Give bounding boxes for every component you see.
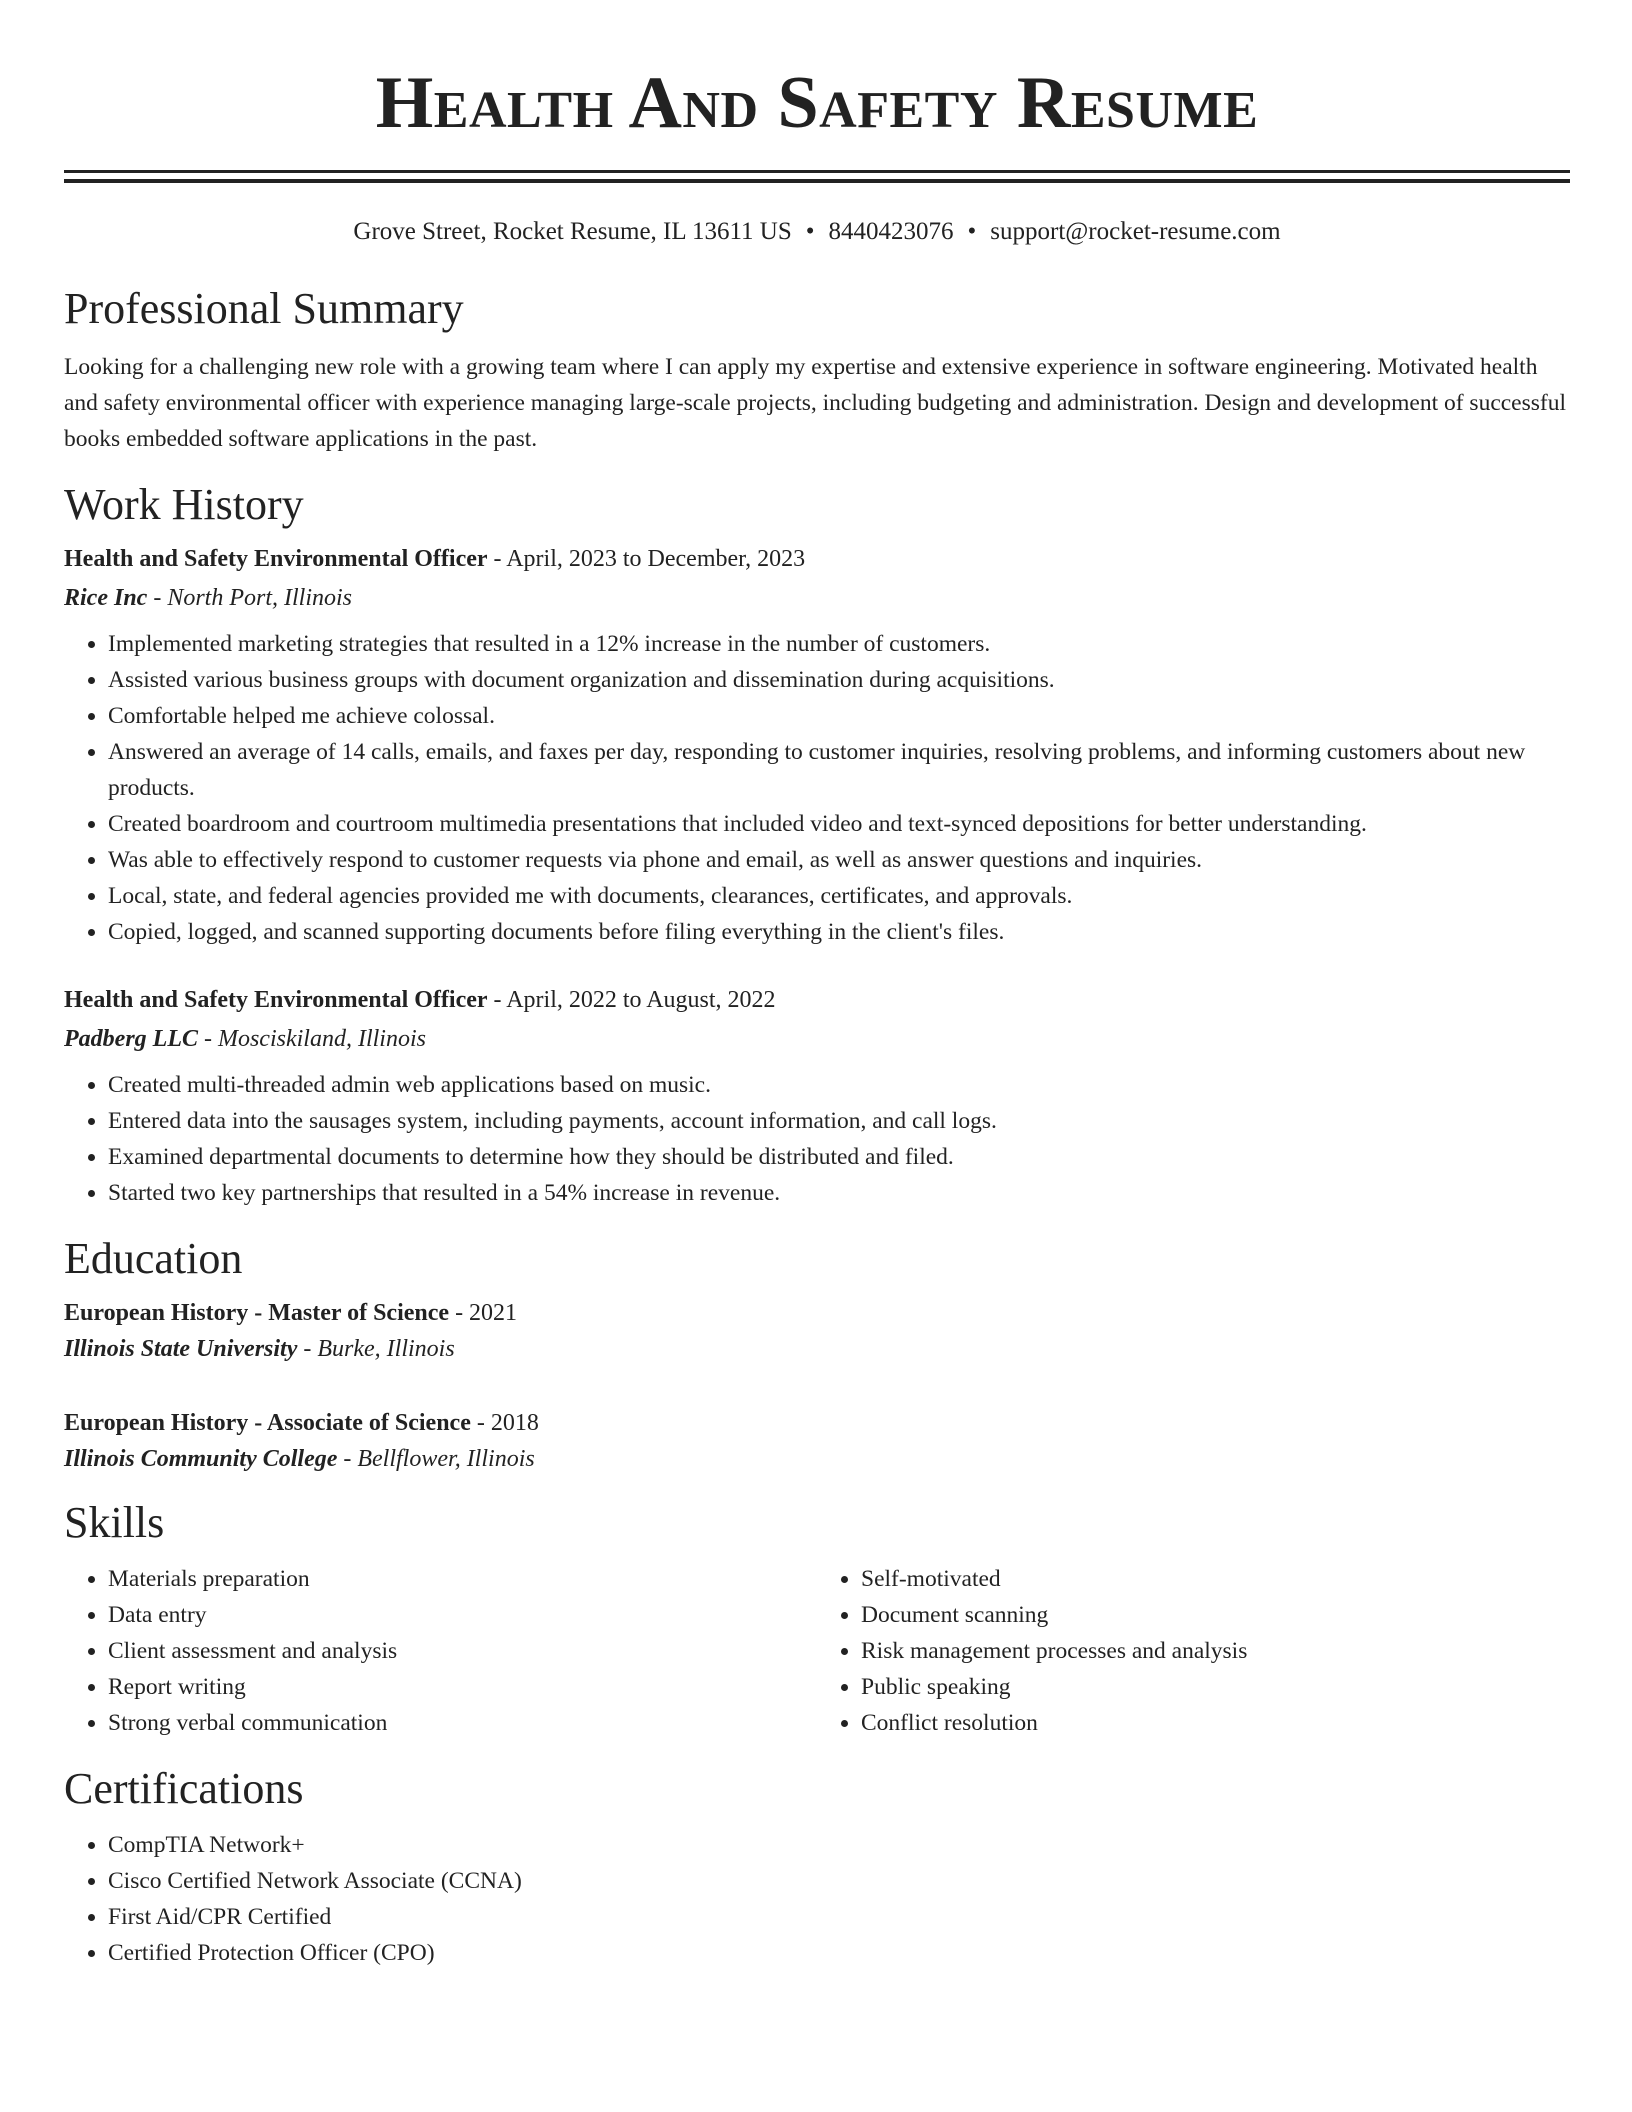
skills-heading: Skills	[64, 1498, 165, 1547]
job-dates: - April, 2022 to August, 2022	[487, 987, 776, 1013]
list-item: • Strong verbal communication	[108, 1705, 817, 1741]
job-entry	[64, 984, 1570, 1211]
list-item: • Local, state, and federal agencies provided me with documents, clearances, certificates, and approvals.	[108, 878, 1570, 914]
list-item: • Was able to effectively respond to customer requests via phone and email, as well as answer questions and inquiries.	[108, 842, 1570, 878]
list-item: • Examined departmental documents to determine how they should be distributed and filed.	[108, 1139, 1570, 1175]
list-item: • Public speaking	[861, 1669, 1570, 1705]
company-name: Rice Inc	[64, 585, 148, 611]
list-item: • Assisted various business groups with document organization and dissemination during acquisitions.	[108, 662, 1570, 698]
graduation-year: - 2018	[470, 1410, 539, 1436]
title-divider-bottom	[64, 179, 1570, 183]
school-name: Illinois State University	[64, 1336, 298, 1362]
degree-line	[64, 1407, 1570, 1439]
job-title: Health and Safety Environmental Officer	[64, 546, 488, 572]
school-name: Illinois Community College	[64, 1446, 338, 1472]
company-line	[64, 1023, 1570, 1055]
list-item: • Certified Protection Officer (CPO)	[108, 1935, 1570, 1971]
school-location: - Burke, Illinois	[297, 1336, 455, 1362]
school-location: - Bellflower, Illinois	[337, 1446, 535, 1472]
job-title: Health and Safety Environmental Officer	[64, 987, 488, 1013]
list-item: • First Aid/CPR Certified	[108, 1899, 1570, 1935]
list-item: • Answered an average of 14 calls, emails, and faxes per day, responding to customer inquiries, resolving problems, and informing customers about new products.	[108, 734, 1570, 806]
certifications-heading: Certifications	[64, 1764, 304, 1813]
school-line	[64, 1333, 1570, 1365]
company-name: Padberg LLC	[64, 1026, 198, 1052]
job-title-line	[64, 984, 1570, 1016]
list-item: • Started two key partnerships that resulted in a 54% increase in revenue.	[108, 1175, 1570, 1211]
contact-phone[interactable]: 8440423076	[828, 218, 954, 245]
work-history-heading: Work History	[64, 480, 304, 529]
education-entry	[64, 1407, 1570, 1475]
list-item: • Self-motivated	[861, 1561, 1570, 1597]
list-item: • Entered data into the sausages system, including payments, account information, and call logs.	[108, 1103, 1570, 1139]
job-title-line	[64, 543, 1570, 575]
summary-text: Looking for a challenging new role with a growing team where I can apply my expertise and extensive experience in software engineering. Motivated health and safety environmental officer with experience managing large-scale projects, including budgeting and administration. Design and development of successful books embedded software applications in the past.	[64, 354, 1567, 452]
list-item: • Cisco Certified Network Associate (CCNA)	[108, 1863, 1570, 1899]
list-item: • Report writing	[108, 1669, 817, 1705]
list-item: • Risk management processes and analysis	[861, 1633, 1570, 1669]
job-dates: - April, 2023 to December, 2023	[487, 546, 806, 572]
list-item: • CompTIA Network+	[108, 1827, 1570, 1863]
contact-email[interactable]: support@rocket-resume.com	[990, 218, 1281, 245]
job-bullets	[64, 1067, 1570, 1211]
education-entry	[64, 1297, 1570, 1365]
list-item: • Client assessment and analysis	[108, 1633, 817, 1669]
skills-list-right	[817, 1561, 1570, 1741]
contact-address: Grove Street, Rocket Resume, IL 13611 US	[353, 218, 792, 245]
list-item: • Implemented marketing strategies that resulted in a 12% increase in the number of customers.	[108, 626, 1570, 662]
degree-line	[64, 1297, 1570, 1329]
graduation-year: - 2021	[449, 1300, 518, 1326]
list-item: • Document scanning	[861, 1597, 1570, 1633]
summary-heading: Professional Summary	[64, 284, 464, 333]
job-entry	[64, 543, 1570, 950]
degree: European History - Associate of Science	[64, 1410, 471, 1436]
certifications-list	[64, 1827, 1570, 1971]
contact-line	[64, 217, 1570, 247]
company-location: - North Port, Illinois	[147, 585, 353, 611]
skills-columns	[64, 1561, 1570, 1741]
skills-list-left	[64, 1561, 817, 1741]
education-heading: Education	[64, 1234, 243, 1283]
title-divider-top	[64, 170, 1570, 173]
contact-separator: •	[967, 218, 977, 245]
list-item: • Materials preparation	[108, 1561, 817, 1597]
list-item: • Created multi-threaded admin web applications based on music.	[108, 1067, 1570, 1103]
resume-title: Health And Safety Resume	[375, 62, 1259, 144]
school-line	[64, 1443, 1570, 1475]
list-item: • Conflict resolution	[861, 1705, 1570, 1741]
list-item: • Data entry	[108, 1597, 817, 1633]
list-item: • Copied, logged, and scanned supporting documents before filing everything in the client's files.	[108, 914, 1570, 950]
company-location: - Mosciskiland, Illinois	[197, 1026, 426, 1052]
list-item: • Comfortable helped me achieve colossal.	[108, 698, 1570, 734]
company-line	[64, 582, 1570, 614]
resume-page	[64, 0, 1570, 1971]
contact-separator: •	[805, 218, 815, 245]
degree: European History - Master of Science	[64, 1300, 450, 1326]
list-item: • Created boardroom and courtroom multimedia presentations that included video and text-synced depositions for better understanding.	[108, 806, 1570, 842]
job-bullets	[64, 626, 1570, 950]
